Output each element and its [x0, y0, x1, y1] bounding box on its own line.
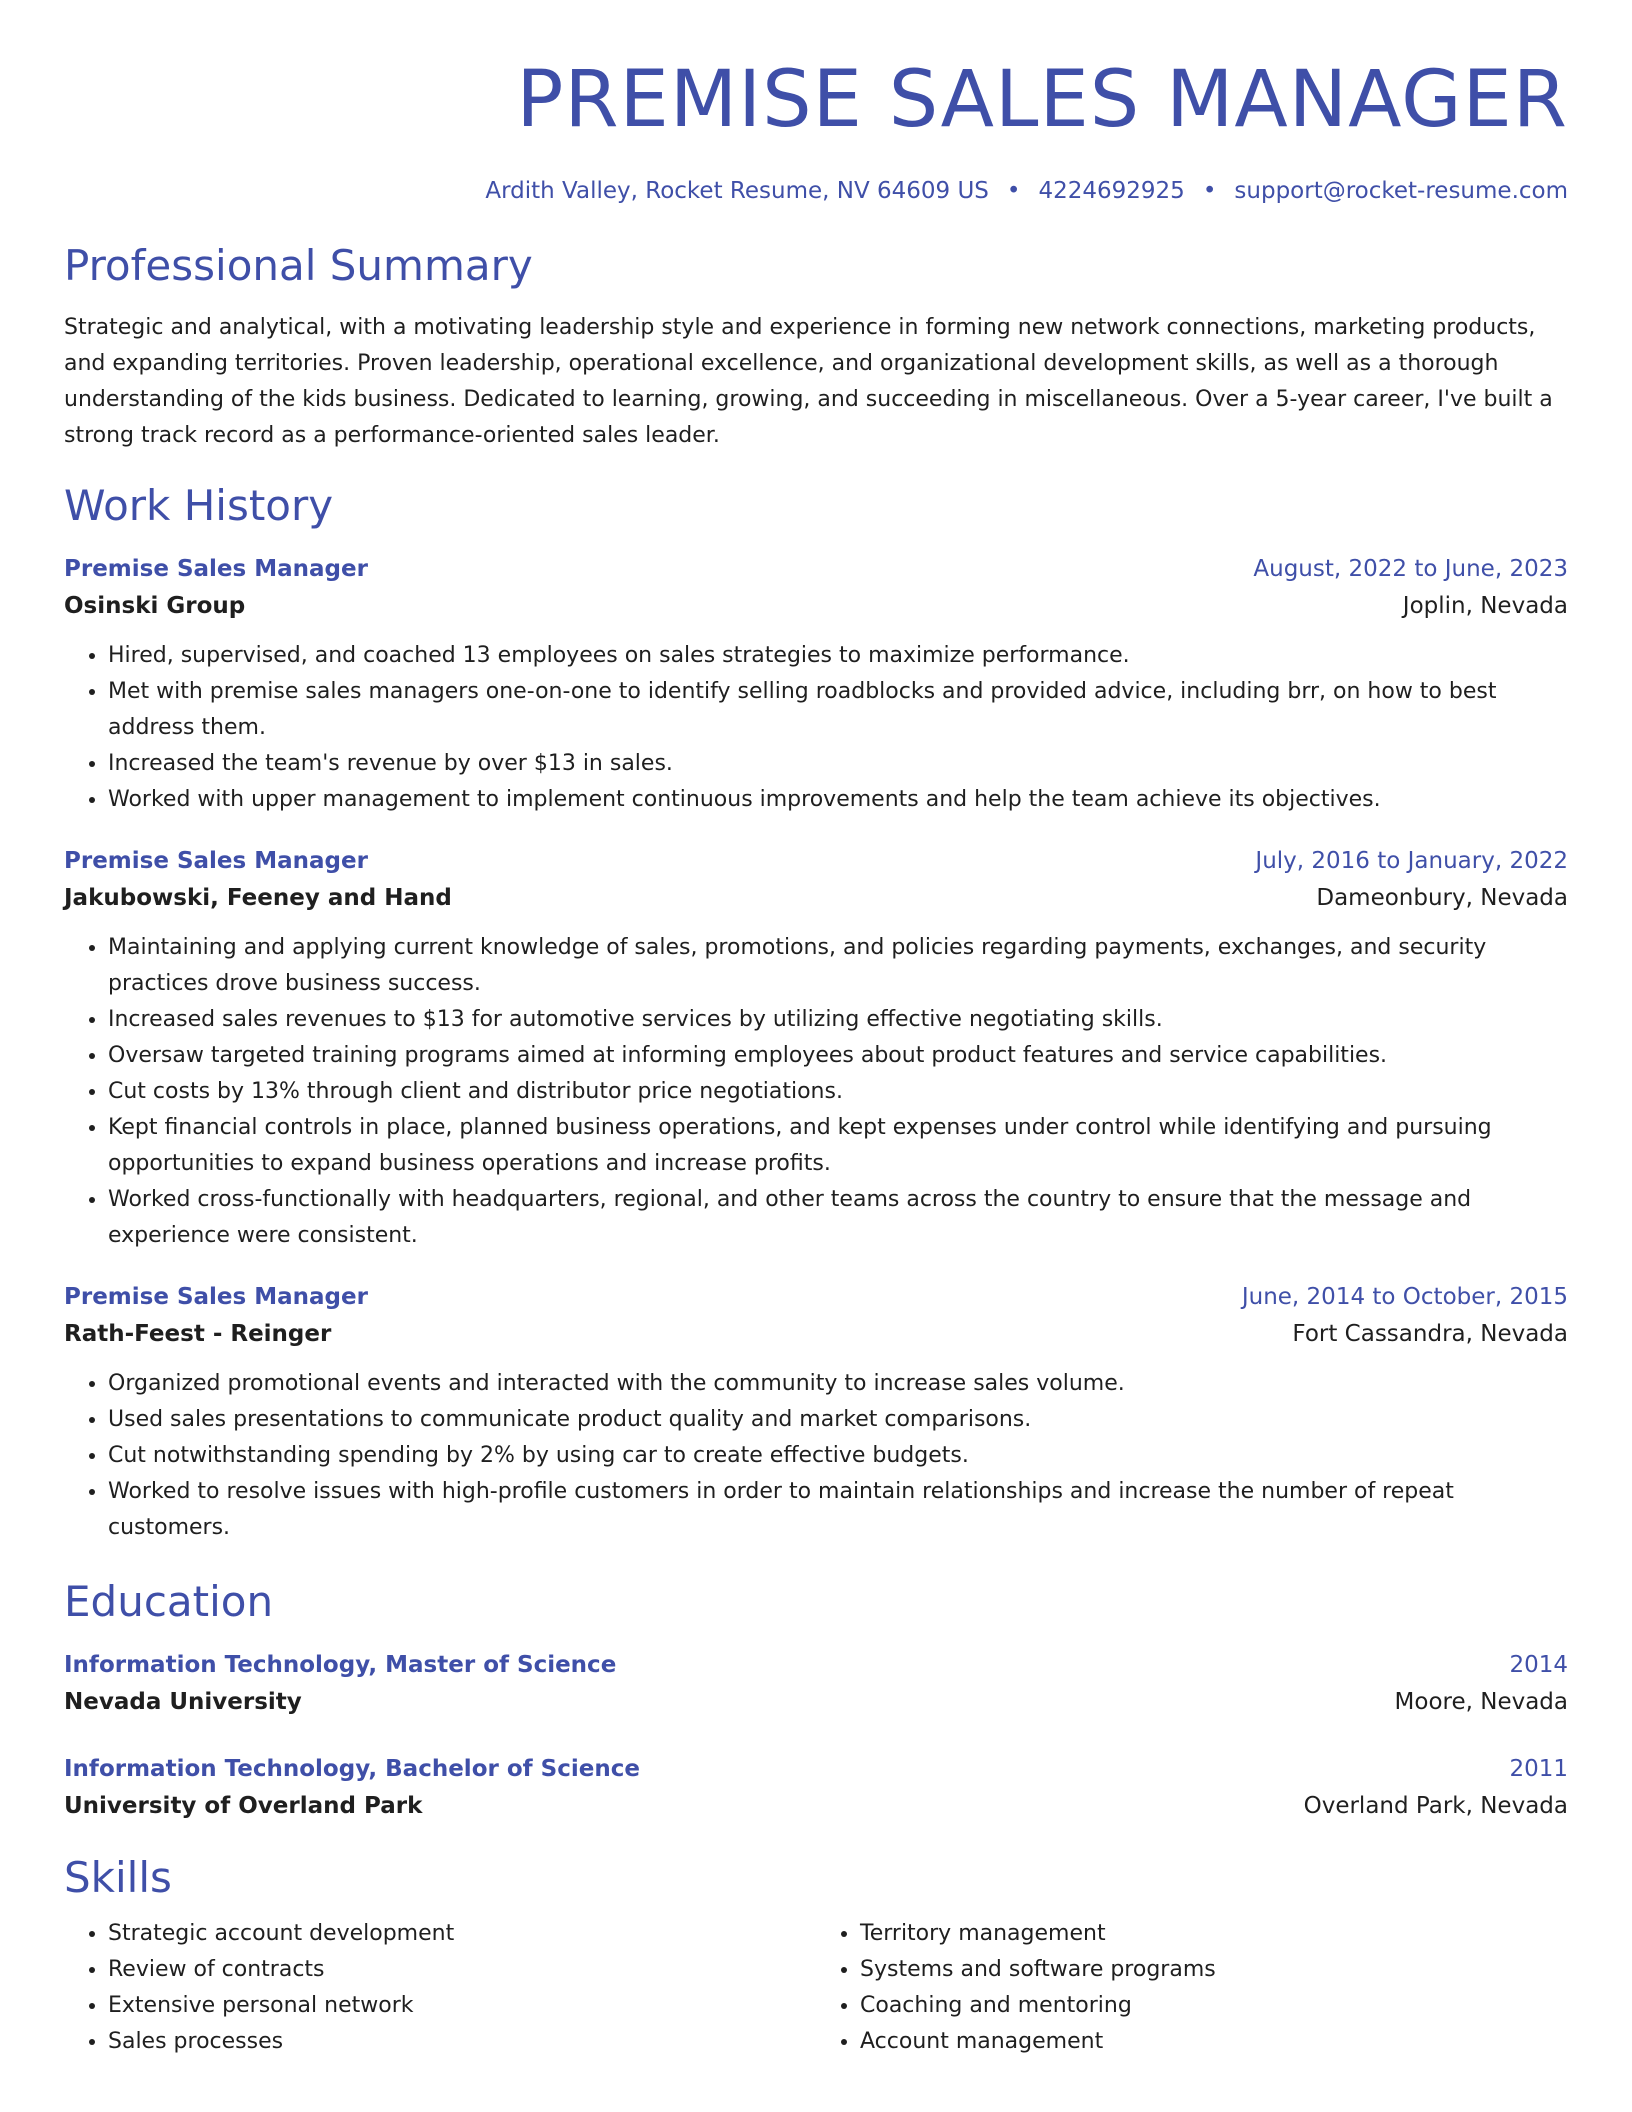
job-header-row — [64, 844, 1568, 878]
candidate-name: PREMISE SALES MANAGER — [516, 55, 1568, 145]
company-name: Jakubowski, Feeney and Hand — [64, 885, 452, 911]
job-company-row — [64, 1314, 1568, 1354]
graduation-year: 2011 — [1509, 1756, 1568, 1782]
job-bullets — [64, 1366, 1568, 1546]
degree-title: Information Technology, Bachelor of Science — [64, 1756, 640, 1782]
education-school-row — [64, 1786, 1568, 1826]
job-bullet: • Increased sales revenues to $13 for automotive services by utilizing effective negotiating skills. — [108, 1002, 1568, 1038]
job-bullet: • Worked cross-functionally with headquarters, regional, and other teams across the country to ensure that the message and experience were consistent. — [108, 1182, 1568, 1254]
job-company-row — [64, 878, 1568, 918]
summary-text: Strategic and analytical, with a motivating leadership style and experience in forming new network connections, marketing products, and expanding territories. Proven leadership, operational excellence, and organizational development skills, as well as a thorough understanding of the kids business. Dedicated to learning, growing, and succeeding in miscellaneous. Over a 5-year career, I've built a strong track record as a performance-oriented sales leader. — [64, 315, 1553, 448]
job-entry — [64, 1280, 1568, 1546]
job-title: Premise Sales Manager — [64, 848, 368, 874]
job-bullet: • Maintaining and applying current knowledge of sales, promotions, and policies regarding payments, exchanges, and security practices drove business success. — [108, 930, 1568, 1002]
contact-line — [64, 174, 1568, 208]
job-bullet: • Cut costs by 13% through client and distributor price negotiations. — [108, 1074, 1568, 1110]
job-company-row — [64, 586, 1568, 626]
job-title: Premise Sales Manager — [64, 556, 368, 582]
skill-item: • Review of contracts — [108, 1952, 816, 1988]
job-dates: June, 2014 to October, 2015 — [1241, 1284, 1568, 1310]
graduation-year: 2014 — [1509, 1652, 1568, 1678]
contact-email: support@rocket-resume.com — [1234, 178, 1568, 204]
skill-item: • Systems and software programs — [860, 1952, 1568, 1988]
contact-separator: • — [1006, 178, 1021, 204]
job-dates: August, 2022 to June, 2023 — [1253, 556, 1568, 582]
job-bullet: • Used sales presentations to communicate product quality and market comparisons. — [108, 1402, 1568, 1438]
skills-columns — [64, 1916, 1568, 2060]
skills-list-right — [816, 1916, 1568, 2060]
school-name: University of Overland Park — [64, 1793, 423, 1819]
skill-item: • Coaching and mentoring — [860, 1988, 1568, 2024]
company-name: Rath-Feest - Reinger — [64, 1321, 332, 1347]
section-title-skills: Skills — [64, 1853, 172, 1902]
job-location: Fort Cassandra, Nevada — [1292, 1321, 1568, 1347]
contact-address: Ardith Valley, Rocket Resume, NV 64609 US — [485, 178, 989, 204]
job-bullet: • Organized promotional events and interacted with the community to increase sales volume. — [108, 1366, 1568, 1402]
education-list — [64, 1648, 1568, 1826]
job-bullet: • Worked with upper management to implement continuous improvements and help the team achieve its objectives. — [108, 782, 1568, 818]
company-name: Osinski Group — [64, 593, 246, 619]
job-title: Premise Sales Manager — [64, 1284, 368, 1310]
section-title-education: Education — [64, 1577, 274, 1626]
school-name: Nevada University — [64, 1689, 302, 1715]
job-dates: July, 2016 to January, 2022 — [1255, 848, 1568, 874]
job-bullet: • Kept financial controls in place, planned business operations, and kept expenses under control while identifying and pursuing opportunities to expand business operations and increase profits. — [108, 1110, 1568, 1182]
section-title-work-history: Work History — [64, 481, 334, 530]
school-location: Moore, Nevada — [1394, 1689, 1568, 1715]
skill-item: • Sales processes — [108, 2024, 816, 2060]
education-header-row — [64, 1752, 1568, 1786]
contact-separator: • — [1202, 178, 1217, 204]
job-bullets — [64, 930, 1568, 1254]
resume-header — [64, 52, 1568, 208]
job-bullet: • Increased the team's revenue by over $13 in sales. — [108, 746, 1568, 782]
job-header-row — [64, 1280, 1568, 1314]
job-bullet: • Hired, supervised, and coached 13 employees on sales strategies to maximize performance. — [108, 638, 1568, 674]
work-history-list — [64, 552, 1568, 1546]
skill-item: • Strategic account development — [108, 1916, 816, 1952]
job-bullet: • Cut notwithstanding spending by 2% by using car to create effective budgets. — [108, 1438, 1568, 1474]
school-location: Overland Park, Nevada — [1303, 1793, 1568, 1819]
education-entry — [64, 1648, 1568, 1722]
education-entry — [64, 1752, 1568, 1826]
job-location: Dameonbury, Nevada — [1316, 885, 1568, 911]
job-header-row — [64, 552, 1568, 586]
job-bullet: • Worked to resolve issues with high-profile customers in order to maintain relationships and increase the number of repeat customers. — [108, 1474, 1568, 1546]
job-location: Joplin, Nevada — [1402, 593, 1568, 619]
job-entry — [64, 552, 1568, 818]
education-header-row — [64, 1648, 1568, 1682]
job-bullet: • Met with premise sales managers one-on-one to identify selling roadblocks and provided advice, including brr, on how to best address them. — [108, 674, 1568, 746]
skills-list-left — [64, 1916, 816, 2060]
skill-item: • Extensive personal network — [108, 1988, 816, 2024]
degree-title: Information Technology, Master of Science — [64, 1652, 617, 1678]
education-school-row — [64, 1682, 1568, 1722]
contact-phone: 4224692925 — [1038, 178, 1185, 204]
job-entry — [64, 844, 1568, 1254]
section-title-summary: Professional Summary — [64, 241, 533, 290]
job-bullets — [64, 638, 1568, 818]
skill-item: • Account management — [860, 2024, 1568, 2060]
job-bullet: • Oversaw targeted training programs aimed at informing employees about product features and service capabilities. — [108, 1038, 1568, 1074]
skill-item: • Territory management — [860, 1916, 1568, 1952]
